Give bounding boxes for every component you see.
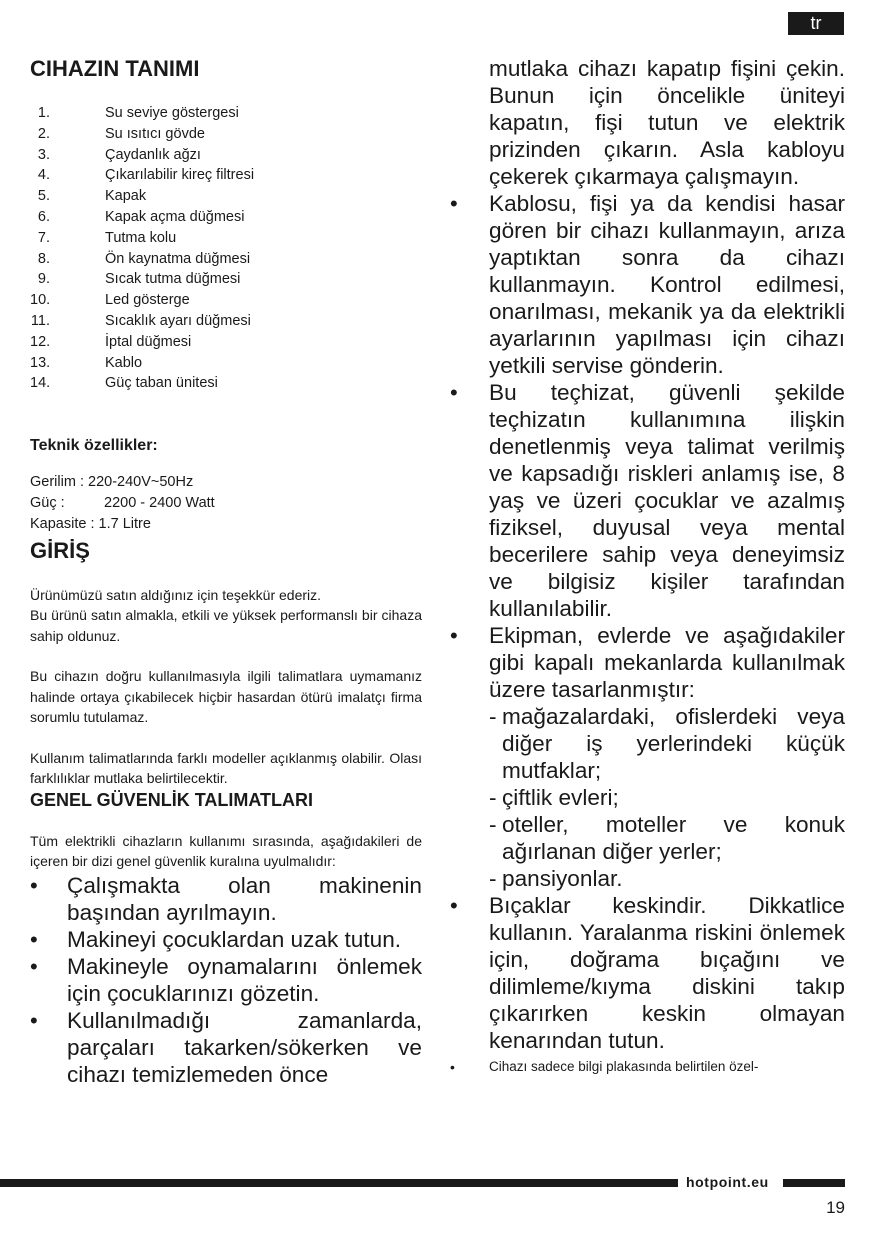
safety-heading: GENEL GÜVENLİK TALIMATLARI xyxy=(30,789,313,810)
part-number: 9. xyxy=(37,271,50,288)
bullet-dot: • xyxy=(450,1059,455,1075)
part-number: 2. xyxy=(37,125,50,142)
part-number: 11. xyxy=(30,312,50,329)
part-number: 7. xyxy=(37,229,50,246)
brand-website: hotpoint.eu xyxy=(686,1174,769,1190)
bullet-text: Bıçaklar keskindir. Dikkatlice kullanın. Yaralanma riskini önlemek için, doğrama bıçağını ve dilimleme/kıyma diskini takıp çıkarırken keskin olmayan kenarından tutun. xyxy=(489,893,845,1053)
part-label: Su seviye göstergesi xyxy=(105,105,239,121)
bullet-item xyxy=(448,190,845,379)
spec-power xyxy=(30,493,422,514)
bullet-text: Ekipman, evlerde ve aşağıdakiler gibi kapalı mekanlarda kullanılmak üzere tasarlanmıştır: xyxy=(489,623,845,702)
intro-heading: GİRİŞ xyxy=(30,537,90,563)
part-number: 1. xyxy=(37,105,50,121)
part-number: 4. xyxy=(37,167,50,184)
part-label: Ön kaynatma düğmesi xyxy=(105,250,251,267)
part-number: 5. xyxy=(37,188,50,205)
left-column xyxy=(30,55,422,1088)
intro-liability: Bu cihazın doğru kullanılmasıyla ilgili talimatlara uymamanız halinde ortaya çıkabilecek hiçbir hasardan ötürü imalatçı firma sorumlu tutulamaz. xyxy=(30,668,422,726)
bullet-item xyxy=(448,622,845,892)
safety-bullet-list xyxy=(30,872,422,1088)
bullet-dot: • xyxy=(450,380,458,405)
dash-item: - çiftlik evleri; xyxy=(489,785,619,810)
dash-item: - pansiyonlar. xyxy=(489,866,623,891)
language-tag: tr xyxy=(788,12,844,35)
bullet-item xyxy=(448,379,845,622)
bullet-text: mutlaka cihazı kapatıp fişini çekin. Bunun için öncelikle üniteyi kapatın, fişi tutun ve elektrik prizinden çıkarın. Asla kabloyu çekerek çıkarmaya çalışmayın. xyxy=(489,56,845,189)
part-label: Sıcaklık ayarı düğmesi xyxy=(105,312,251,329)
bullet-text: Kullanılmadığı zamanlarda, parçaları takarken/sökerken ve cihazı temizlemeden önce xyxy=(67,1007,422,1087)
spec-capacity: Kapasite : 1.7 Litre xyxy=(30,515,151,532)
part-label: Çaydanlık ağzı xyxy=(105,146,201,163)
safety-bullet-list-continued xyxy=(448,55,845,1077)
part-number: 13. xyxy=(30,354,51,371)
part-item xyxy=(30,290,422,311)
part-item xyxy=(30,269,422,290)
footer-rule-right xyxy=(783,1179,845,1187)
part-number: 8. xyxy=(37,250,50,267)
part-label: Güç taban ünitesi xyxy=(105,375,218,392)
bullet-dot: • xyxy=(30,1007,38,1033)
part-number: 6. xyxy=(37,208,50,225)
part-item xyxy=(30,353,422,374)
bullet-item xyxy=(448,1057,845,1077)
part-number: 14. xyxy=(30,375,51,392)
dash-item: - mağazalardaki, ofislerdeki veya diğer iş yerlerindeki küçük mutfaklar; xyxy=(489,704,845,783)
footer-rule-left xyxy=(0,1179,678,1187)
intro-purchase: Bu ürünü satın almakla, etkili ve yüksek performanslı bir cihaza sahip oldunuz. xyxy=(30,607,422,644)
bullet-item xyxy=(30,926,422,953)
part-item xyxy=(30,207,422,228)
bullet-dot: • xyxy=(30,926,38,952)
bullet-item xyxy=(30,872,422,926)
part-number: 10. xyxy=(30,292,51,309)
bullet-text: Cihazı sadece bilgi plakasında belirtilen özel- xyxy=(489,1059,759,1074)
part-number: 12. xyxy=(30,333,51,350)
continuation-text xyxy=(448,55,845,190)
bullet-text: Kablosu, fişi ya da kendisi hasar gören bir cihazı kullanmayın, arıza yaptıktan sonra da cihazı kullanmayın. Kontrol edilmesi, onarılması, mekanik ya da elektrikli ayarlarının yapılması için cihazı yetkili servise gönderin. xyxy=(489,191,845,378)
bullet-dot: • xyxy=(450,893,458,918)
part-item xyxy=(30,145,422,166)
spec-voltage: Gerilim : 220-240V~50Hz xyxy=(30,474,194,491)
part-label: Tutma kolu xyxy=(105,229,177,246)
bullet-text: Makineyi çocuklardan uzak tutun. xyxy=(67,926,402,952)
bullet-item xyxy=(30,953,422,1007)
appliance-description-heading: CIHAZIN TANIMI xyxy=(30,56,200,81)
part-item xyxy=(30,249,422,270)
bullet-item xyxy=(448,892,845,1054)
part-label: Led gösterge xyxy=(105,292,190,309)
part-label: Çıkarılabilir kireç filtresi xyxy=(105,167,255,184)
parts-list xyxy=(30,103,422,394)
bullet-dot: • xyxy=(30,953,38,979)
dash-item: - oteller, moteller ve konuk ağırlanan diğer yerler; xyxy=(489,812,845,864)
part-number: 3. xyxy=(37,146,50,163)
part-label: Kablo xyxy=(105,354,143,371)
intro-thanks: Ürünümüzü satın aldığınız için teşekkür ederiz. xyxy=(30,586,322,603)
part-label: Kapak açma düğmesi xyxy=(105,208,245,225)
part-item xyxy=(30,311,422,332)
part-item xyxy=(30,332,422,353)
bullet-text: Çalışmakta olan makinenin başından ayrılmayın. xyxy=(67,872,422,925)
part-item xyxy=(30,124,422,145)
part-item xyxy=(30,186,422,207)
dash-list xyxy=(489,703,845,892)
bullet-text: Makineyle oynamalarını önlemek için çocuklarınızı gözetin. xyxy=(67,953,422,1006)
part-label: Kapak xyxy=(105,188,147,205)
bullet-text: Bu teçhizat, güvenli şekilde teçhizatın kullanımına ilişkin denetlenmiş veya talimat verilmiş ve kapsadığı riskleri anlamış ise, 8 yaş ve üzeri çocuklar ve azalmış fiziksel, duyusal veya mental becerilere sahip veya deneyimsiz ve bilgisiz kişiler tarafından kullanılabilir. xyxy=(489,380,845,621)
bullet-dot: • xyxy=(30,872,38,898)
right-column xyxy=(448,55,845,1077)
intro-models: Kullanım talimatlarında farklı modeller açıklanmış olabilir. Olası farklılıklar mutlaka belirtilecektir. xyxy=(30,749,422,787)
page-number: 19 xyxy=(826,1198,845,1217)
part-item xyxy=(30,103,422,124)
part-item xyxy=(30,165,422,186)
tech-specs-heading: Teknik özellikler: xyxy=(30,437,158,455)
spec-power-label: Güç : xyxy=(30,494,65,511)
part-item xyxy=(30,228,422,249)
part-item xyxy=(30,373,422,394)
part-label: Su ısıtıcı gövde xyxy=(105,125,205,142)
spec-power-value: 2200 - 2400 Watt xyxy=(104,494,215,511)
part-label: İptal düğmesi xyxy=(105,333,192,350)
bullet-dot: • xyxy=(450,623,458,648)
bullet-item xyxy=(30,1007,422,1088)
part-label: Sıcak tutma düğmesi xyxy=(105,271,241,288)
safety-intro: Tüm elektrikli cihazların kullanımı sırasında, aşağıdakileri de içeren bir dizi genel güvenlik kuralına uyulmalıdır: xyxy=(30,832,422,870)
bullet-dot: • xyxy=(450,191,458,216)
